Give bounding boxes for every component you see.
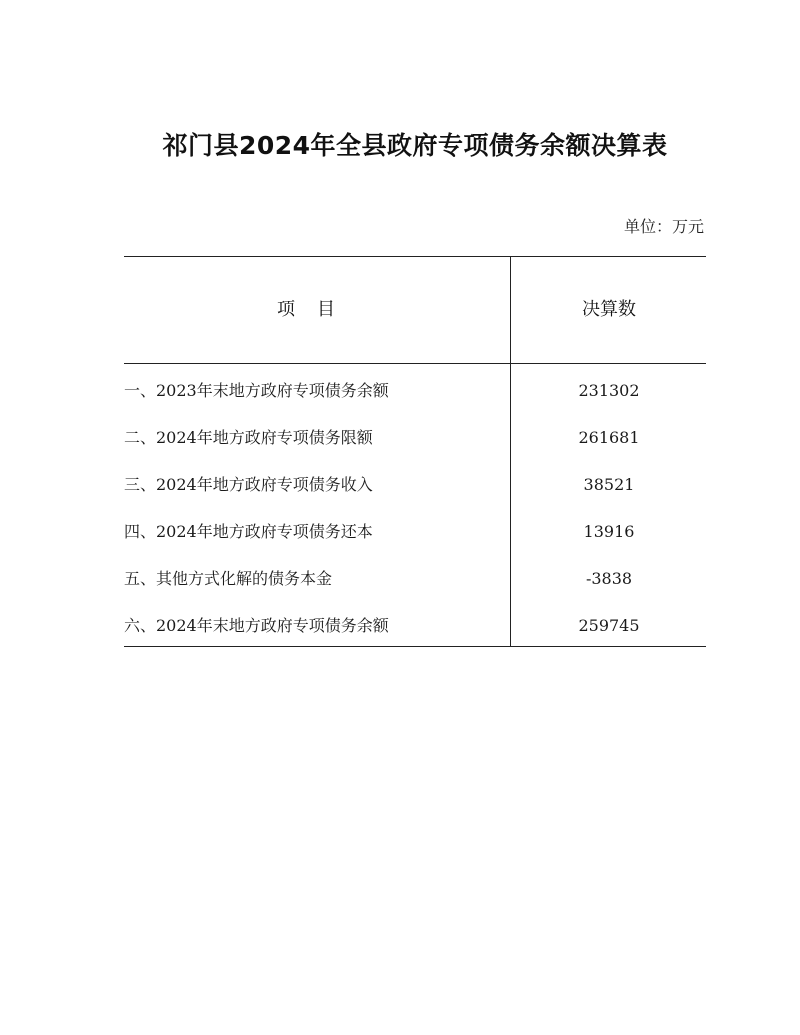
row-value: 259745 (578, 616, 640, 635)
table-row (124, 461, 706, 508)
row-item: 二、2024年地方政府专项债务限额 (124, 428, 373, 447)
header-value: 决算数 (582, 299, 636, 320)
debt-balance-table (124, 256, 706, 647)
row-item: 六、2024年末地方政府专项债务余额 (124, 616, 389, 635)
row-value: -3838 (585, 569, 633, 588)
unit-label: 单位：万元 (623, 217, 704, 236)
table-body (124, 363, 706, 649)
row-item: 四、2024年地方政府专项债务还本 (124, 522, 373, 541)
table-row (124, 414, 706, 461)
table-header (124, 257, 706, 364)
row-value: 261681 (578, 428, 640, 447)
row-value: 231302 (578, 381, 640, 400)
row-value: 38521 (583, 475, 635, 494)
row-item: 三、2024年地方政府专项债务收入 (124, 475, 373, 494)
row-value: 13916 (583, 522, 635, 541)
row-item: 五、其他方式化解的债务本金 (124, 569, 333, 588)
table-row (124, 508, 706, 555)
header-item: 项目 (277, 299, 357, 320)
table-row (124, 367, 706, 414)
page-title: 祁门县2024年全县政府专项债务余额决算表 (162, 131, 668, 160)
table-row (124, 602, 706, 649)
table-row (124, 555, 706, 602)
row-item: 一、2023年末地方政府专项债务余额 (124, 381, 389, 400)
